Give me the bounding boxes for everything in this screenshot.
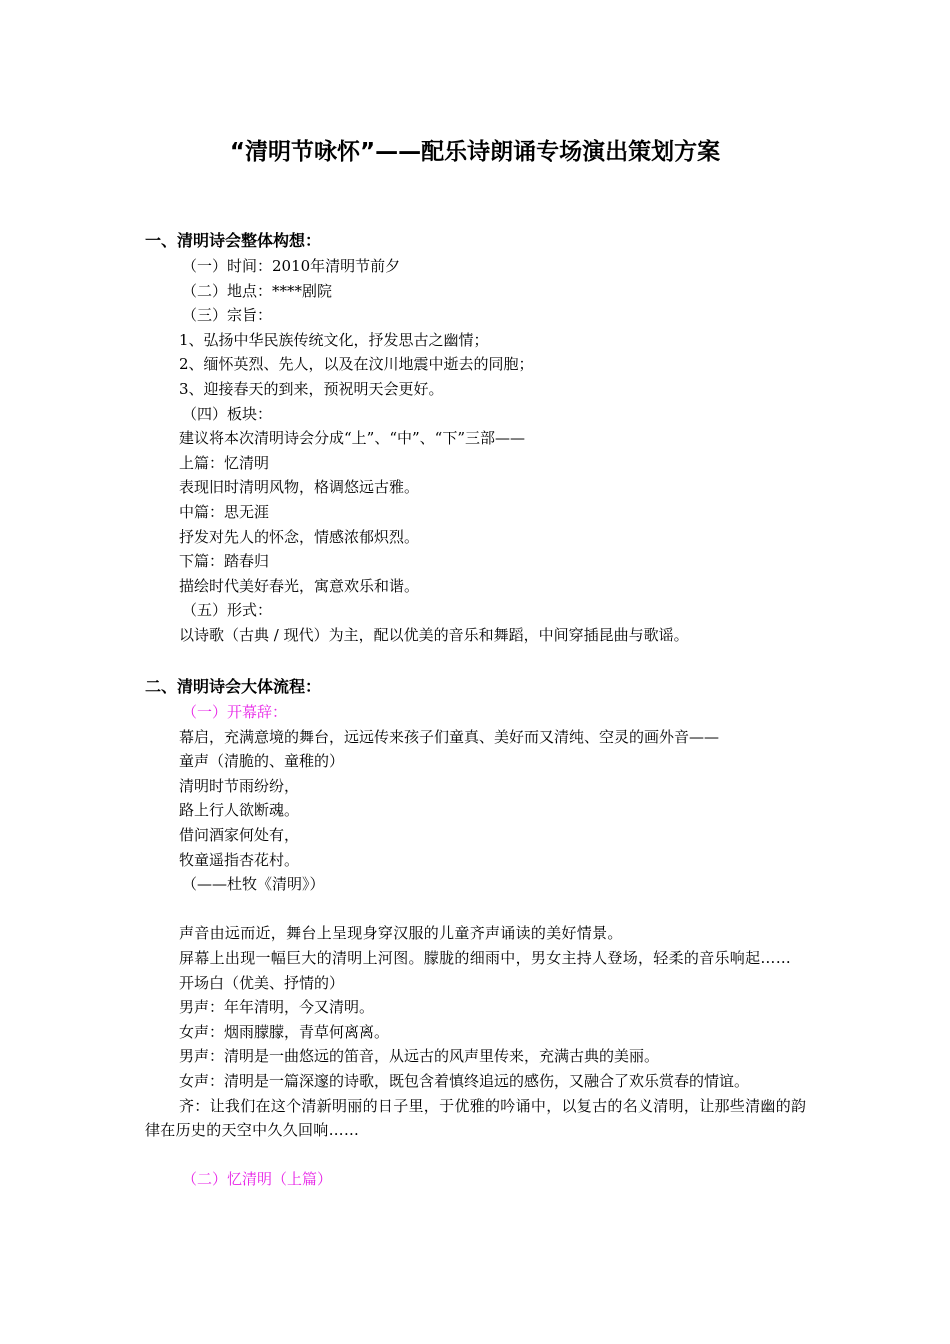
dialog-line: 女声：清明是一篇深邃的诗歌，既包含着慎终追远的感伤，又融合了欢乐赏春的情谊。: [179, 1071, 750, 1090]
item-purpose: （三）宗旨：: [182, 306, 273, 325]
document-title: “清明节咏怀”——配乐诗朗诵专场演出策划方案: [229, 139, 721, 165]
section-heading: 一、清明诗会整体构想：: [145, 231, 322, 250]
spacer: [145, 897, 815, 922]
poem-attribution: （——杜牧《清明》）: [182, 875, 325, 894]
part-lower-title: 下篇：踏春归: [179, 552, 270, 571]
poem-line: 路上行人欲断魂。: [179, 801, 300, 820]
part-middle-desc: 抒发对先人的怀念，情感浓郁炽烈。: [179, 527, 420, 546]
poem-line: 牧童遥指杏花村。: [179, 850, 300, 869]
paragraph: 屏幕上出现一幅巨大的清明上河图。朦胧的细雨中，男女主持人登场，轻柔的音乐响起……: [179, 948, 792, 967]
purpose-line: 2、缅怀英烈、先人，以及在汶川地震中逝去的同胞；: [179, 355, 534, 374]
opening-line: 幕启，充满意境的舞台，远远传来孩子们童真、美好而又清纯、空灵的画外音——: [179, 727, 720, 746]
dialog-line: 开场白（优美、抒情的）: [179, 973, 345, 992]
paragraph: 齐：让我们在这个清新明丽的日子里，于优雅的吟诵中，以复古的名义清明，让那些清幽的韵律在历史的天空中久久回响……: [145, 1096, 807, 1140]
format-desc: 以诗歌（古典 / 现代）为主，配以优美的音乐和舞蹈，中间穿插昆曲与歌谣。: [179, 625, 689, 644]
poem-line: 清明时节雨纷纷，: [179, 776, 300, 795]
item-time: （一）时间：2010年清明节前夕: [182, 257, 401, 275]
purpose-line: 3、迎接春天的到来，预祝明天会更好。: [179, 379, 444, 398]
dialog-line: 男声：年年清明，今又清明。: [179, 998, 375, 1017]
subheading-part-upper: （二）忆清明（上篇）: [182, 1170, 333, 1189]
item-location: （二）地点：****剧院: [182, 281, 333, 300]
section-overall-concept: [145, 228, 815, 648]
subheading-opening: （一）开幕辞：: [182, 703, 288, 721]
poem-line: 借问酒家何处有，: [179, 825, 300, 844]
sections-intro: 建议将本次清明诗会分成“上”、“中”、“下”三部——: [179, 429, 526, 448]
part-lower-desc: 描绘时代美好春光，寓意欢乐和谐。: [179, 576, 420, 595]
item-sections: （四）板块：: [182, 404, 273, 423]
part-upper-desc: 表现旧时清明风物，格调悠远古雅。: [179, 478, 420, 497]
paragraph: 声音由远而近，舞台上呈现身穿汉服的儿童齐声诵读的美好情景。: [179, 924, 623, 943]
opening-line: 童声（清脆的、童稚的）: [179, 752, 345, 771]
item-format: （五）形式：: [182, 601, 273, 620]
purpose-line: 1、弘扬中华民族传统文化，抒发思古之幽情；: [179, 330, 489, 349]
part-middle-title: 中篇：思无涯: [179, 502, 270, 521]
dialog-line: 男声：清明是一曲悠远的笛音，从远古的风声里传来，充满古典的美丽。: [179, 1047, 660, 1066]
section-heading: 二、清明诗会大体流程：: [145, 677, 322, 696]
section-general-flow: [145, 674, 815, 1192]
dialog-line: 女声：烟雨朦朦，青草何离离。: [179, 1022, 390, 1041]
part-upper-title: 上篇：忆清明: [179, 453, 270, 472]
spacer: [145, 1143, 815, 1168]
